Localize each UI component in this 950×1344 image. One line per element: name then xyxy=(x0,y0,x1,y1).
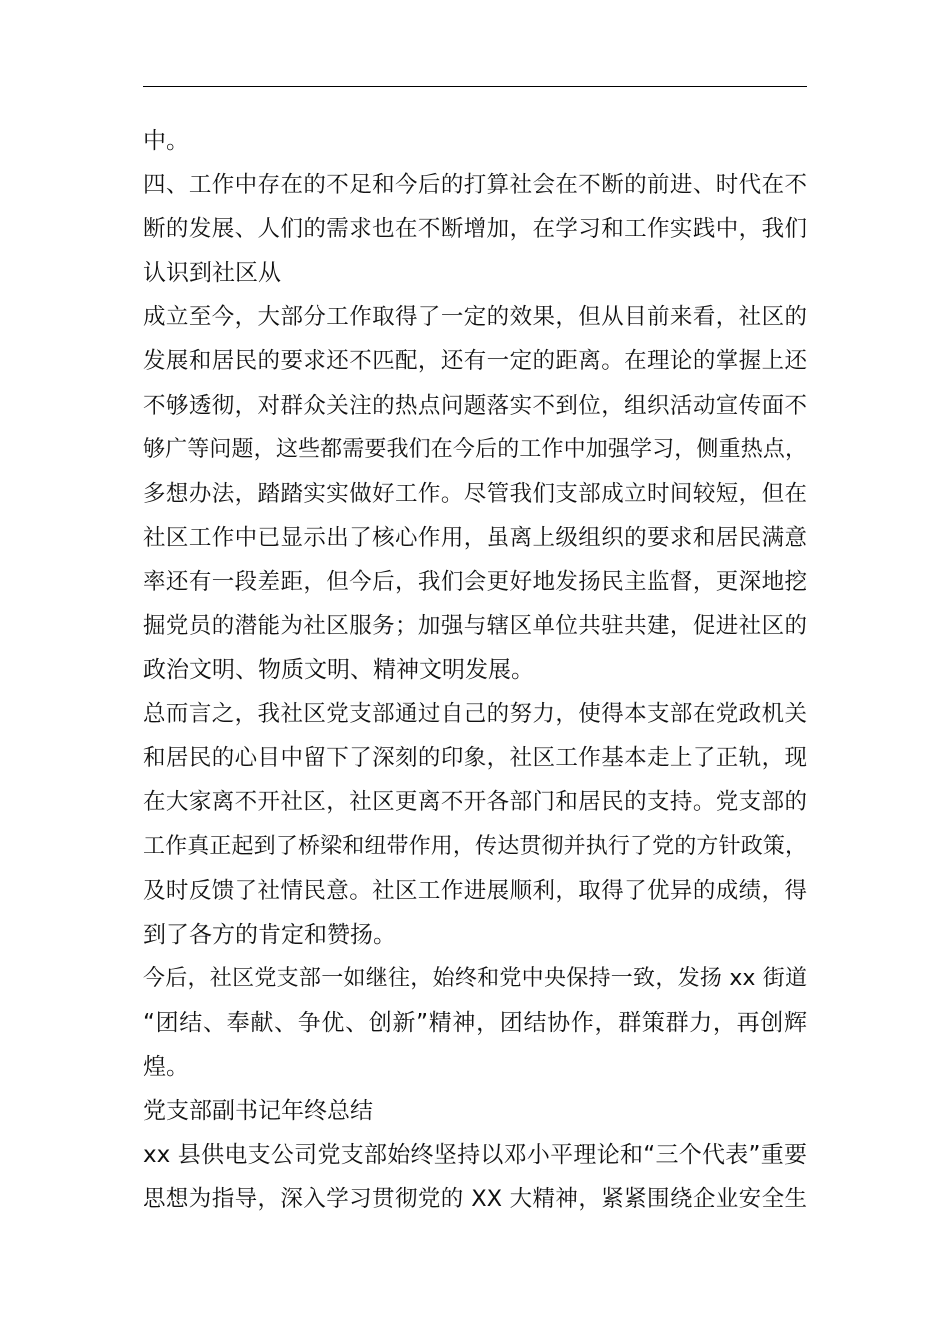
text-line: xx 县供电支公司党支部始终坚持以邓小平理论和“三个代表”重要 xyxy=(143,1142,807,1169)
text-line: “团结、奉献、争优、创新”精神，团结协作，群策群力，再创辉 xyxy=(143,1009,807,1036)
text-line: 工作真正起到了桥梁和纽带作用，传达贯彻并执行了党的方针政策， xyxy=(143,833,807,859)
text-line: 政治文明、物质文明、精神文明发展。 xyxy=(143,657,534,684)
text-line: 发展和居民的要求还不匹配，还有一定的距离。在理论的掌握上还 xyxy=(143,348,807,375)
text-line: 够广等问题，这些都需要我们在今后的工作中加强学习，侧重热点， xyxy=(143,436,807,462)
text-line: 认识到社区从 xyxy=(143,260,281,287)
document-body xyxy=(143,119,807,1221)
text-line: 和居民的心目中留下了深刻的印象，社区工作基本走上了正轨，现 xyxy=(143,745,807,772)
section-heading: 党支部副书记年终总结 xyxy=(143,1098,373,1125)
text-line: 总而言之，我社区党支部通过自己的努力，使得本支部在党政机关 xyxy=(143,701,807,728)
text-line: 今后，社区党支部一如继往，始终和党中央保持一致，发扬 xx 街道 xyxy=(143,965,807,991)
text-line: 四、工作中存在的不足和今后的打算社会在不断的前进、时代在不 xyxy=(143,172,807,199)
text-line: 思想为指导，深入学习贯彻党的 XX 大精神，紧紧围绕企业安全生 xyxy=(143,1186,807,1213)
text-line: 在大家离不开社区，社区更离不开各部门和居民的支持。党支部的 xyxy=(143,789,807,816)
text-line: 率还有一段差距，但今后，我们会更好地发扬民主监督，更深地挖 xyxy=(143,568,807,595)
text-line: 到了各方的肯定和赞扬。 xyxy=(143,921,396,948)
text-line: 社区工作中已显示出了核心作用，虽离上级组织的要求和居民满意 xyxy=(143,524,807,551)
text-line: 煌。 xyxy=(143,1053,189,1080)
text-line: 成立至今，大部分工作取得了一定的效果，但从目前来看，社区的 xyxy=(143,304,807,331)
text-line: 断的发展、人们的需求也在不断增加，在学习和工作实践中，我们 xyxy=(143,216,807,243)
text-line: 及时反馈了社情民意。社区工作进展顺利，取得了优异的成绩，得 xyxy=(143,877,807,904)
text-line: 多想办法，踏踏实实做好工作。尽管我们支部成立时间较短，但在 xyxy=(143,480,807,507)
text-line: 中。 xyxy=(143,128,189,154)
header-rule xyxy=(143,86,807,87)
text-line: 掘党员的潜能为社区服务；加强与辖区单位共驻共建，促进社区的 xyxy=(143,613,807,640)
text-line: 不够透彻，对群众关注的热点问题落实不到位，组织活动宣传面不 xyxy=(143,392,807,419)
